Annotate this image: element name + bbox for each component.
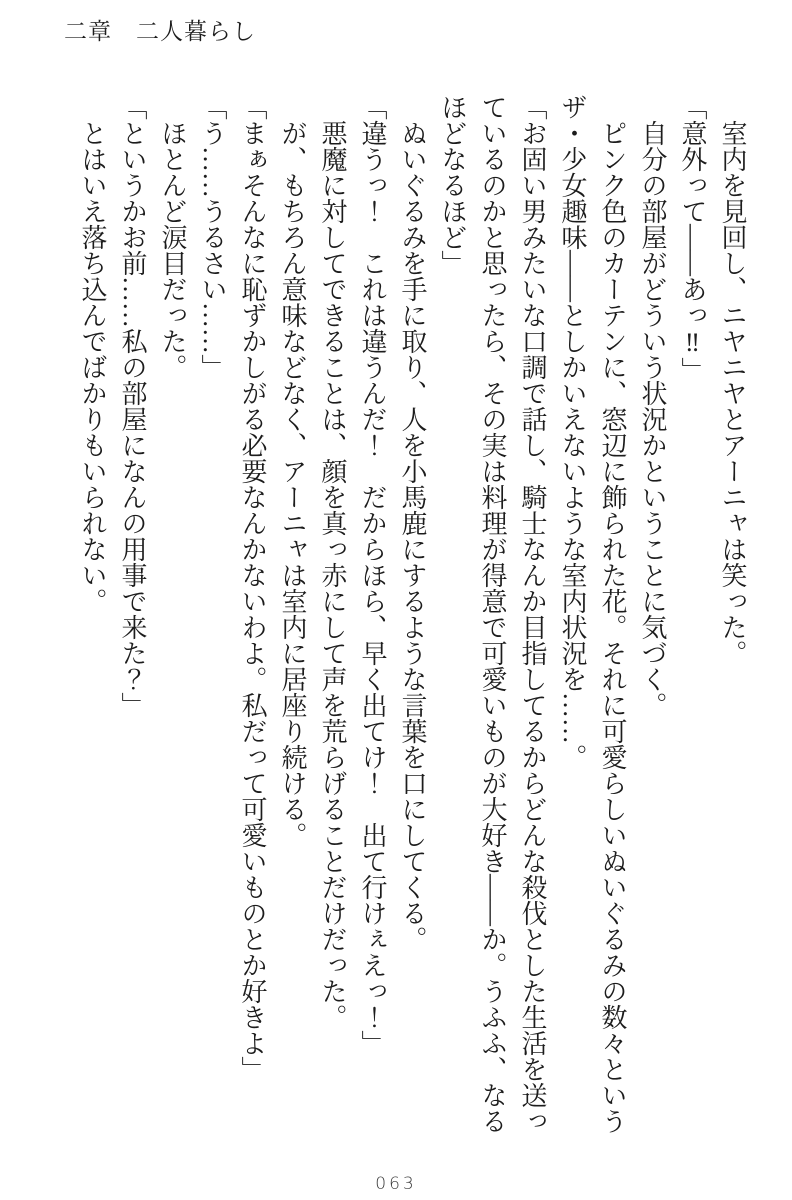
paragraph: 「まぁそんなに恥ずかしがる必要なんかないわよ。私だって可愛いものとか好きよ」 [238, 94, 267, 1082]
paragraph: 「う……うるさい……」 [198, 94, 227, 380]
paragraph: 「違うっ！ これは違うんだ！ だからほら、早く出てけ！ 出て行けぇえっ！」 [358, 94, 387, 1056]
paragraph: 「意外って――あっ‼」 [678, 94, 707, 383]
page-number: 063 [375, 1174, 417, 1194]
paragraph: 「お固い男みたいな口調で話し、騎士なんか目指してるからどんな殺伐とした生活を送っているのかと思ったら、その実は料理が得意で可愛いものが大好き――か。うふふ、なるほどなるほど」 [438, 94, 547, 1134]
paragraph: 「というかお前……私の部屋になんの用事で来た？」 [118, 94, 147, 718]
paragraph: ピンク色のカーテンに、窓辺に飾られた花。それに可愛らしいぬいぐるみの数々というザ・少女趣味――としかいえないような室内状況を……。 [558, 94, 627, 1134]
paragraph: 自分の部屋がどういう状況かということに気づく。 [638, 94, 667, 718]
paragraph: とはいえ落ち込んでばかりもいられない。 [78, 94, 107, 614]
paragraph: 室内を見回し、ニヤニヤとアーニャは笑った。 [718, 94, 747, 666]
paragraph: が、もちろん意味などなく、アーニャは室内に居座り続ける。 [278, 94, 307, 848]
body-text [72, 94, 752, 1144]
paragraph: ぬいぐるみを手に取り、人を小馬鹿にするような言葉を口にしてくる。 [398, 94, 427, 952]
paragraph: 悪魔に対してできることは、顔を真っ赤にして声を荒らげることだけだった。 [318, 94, 347, 1030]
paragraph: ほとんど涙目だった。 [158, 94, 187, 380]
chapter-header: 二章 二人暮らし [64, 19, 256, 44]
